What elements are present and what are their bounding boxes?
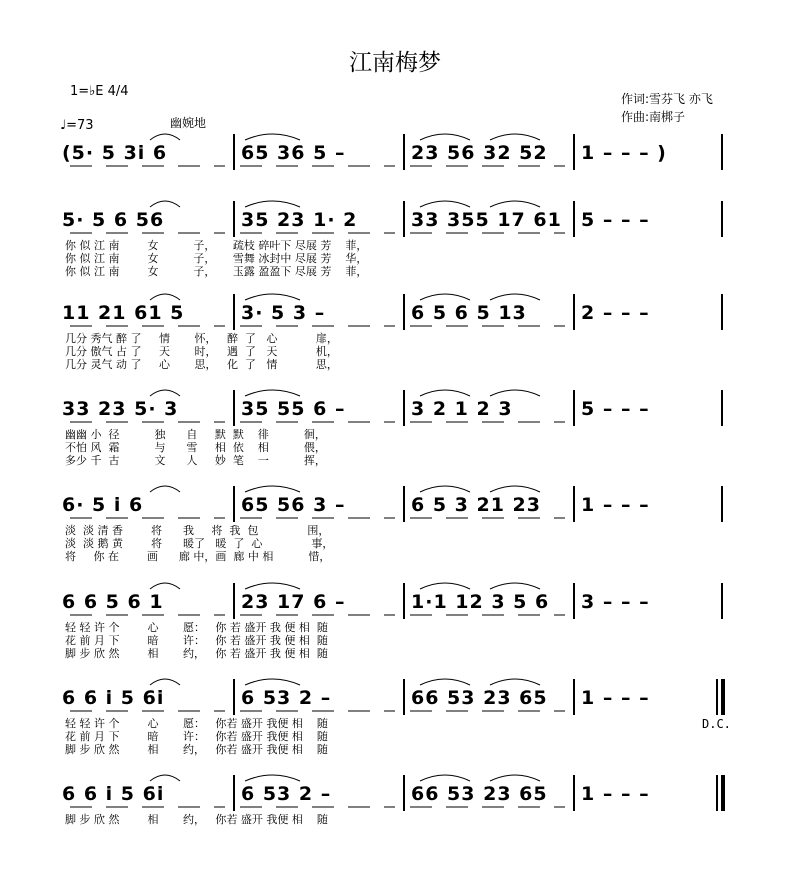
measure-s6-m3: 1·1 12 3 5 6: [411, 591, 550, 613]
slur-arc: [150, 294, 180, 300]
slur-arc: [420, 134, 470, 140]
lyric-line-s6-v1: 轻 轻 许 个 心 愿： 你 若 盛开 我 便 相 随: [65, 621, 328, 634]
lyricist-credit: 作词:雪芬飞 亦飞: [621, 92, 713, 106]
slur-arc: [490, 201, 540, 207]
tempo-marking: ♩=73: [60, 118, 94, 133]
measure-s5-m3: 6 5 3 21 23: [411, 494, 542, 516]
slur-arc: [420, 775, 470, 781]
slur-arc: [150, 679, 180, 685]
lyric-line-s8-v1: 脚 步 欣 然 相 约， 你若 盛开 我便 相 随: [65, 813, 328, 826]
measure-s4-m3: 3 2 1 2 3: [411, 398, 513, 420]
measure-s3-m2: 3· 5 3 –: [241, 302, 326, 324]
slur-arc: [150, 134, 180, 140]
slur-arc: [245, 679, 300, 685]
slur-arc: [490, 775, 540, 781]
lyric-line-s3-v2: 几分 傲气 占 了 天 时， 遇 了 天 机，: [65, 345, 338, 358]
slur-arc: [420, 201, 470, 207]
slur-arc: [245, 390, 300, 396]
measure-s1-m3: 23 56 32 52: [411, 142, 548, 164]
lyric-line-s5-v3: 将 你 在 画 廊 中，画 廊 中 相 惜，: [65, 550, 331, 563]
measure-s5-m1: 6· 5 i 6: [62, 494, 144, 516]
measure-s7-m3: 66 53 23 65: [411, 687, 548, 709]
slur-arc: [420, 583, 470, 589]
measure-s3-m1: 11 21 61 5: [62, 302, 185, 324]
slur-arc: [420, 390, 470, 396]
slur-arc: [490, 390, 540, 396]
lyric-line-s4-v2: 不怕 风 霜 与 雪 相 依 相 偎，: [65, 441, 326, 454]
measure-s6-m1: 6 6 5 6 1: [62, 591, 164, 613]
measure-s8-m2: 6 53 2 –: [241, 783, 332, 805]
measure-s2-m1: 5· 5 6 56: [62, 209, 165, 231]
measure-s3-m3: 6 5 6 5 13: [411, 302, 527, 324]
measure-s2-m4: 5 – – –: [581, 209, 650, 231]
slur-arc: [490, 134, 540, 140]
slur-arc: [490, 294, 540, 300]
lyric-line-s7-v1: 轻 轻 许 个 心 愿： 你若 盛开 我便 相 随: [65, 717, 328, 730]
lyric-line-s6-v3: 脚 步 欣 然 相 约， 你 若 盛开 我 便 相 随: [65, 647, 328, 660]
lyric-line-s7-v2: 花 前 月 下 暗 许： 你若 盛开 我便 相 随: [65, 730, 328, 743]
slur-arc: [245, 134, 300, 140]
lyric-line-s3-v1: 几分 秀气 醉 了 情 怀， 醉 了 心 扉，: [65, 332, 338, 345]
slur-arc: [150, 775, 180, 781]
expression-marking: 幽婉地: [170, 116, 207, 130]
measure-s6-m4: 3 – – –: [581, 591, 650, 613]
slur-arc: [420, 294, 470, 300]
lyric-line-s2-v3: 你 似 江 南 女 子， 玉露 盈盈下 尽展 芳 菲，: [65, 265, 368, 278]
composer-credit: 作曲:南梆子: [621, 110, 686, 124]
measure-s5-m4: 1 – – –: [581, 494, 650, 516]
lyric-line-s2-v2: 你 似 江 南 女 子， 雪舞 冰封中 尽展 芳 华，: [65, 252, 368, 265]
slur-arc: [490, 679, 540, 685]
slur-arc: [490, 486, 540, 492]
lyric-line-s6-v2: 花 前 月 下 暗 许： 你 若 盛开 我 便 相 随: [65, 634, 328, 647]
lyric-line-s2-v1: 你 似 江 南 女 子， 疏枝 碎叶下 尽展 芳 菲，: [65, 239, 368, 252]
measure-s2-m2: 35 23 1· 2: [241, 209, 358, 231]
lyric-line-s7-v3: 脚 步 欣 然 相 约， 你若 盛开 我便 相 随: [65, 743, 328, 756]
lyric-line-s5-v1: 淡 淡 清 香 将 我 将 我 包 围，: [65, 524, 330, 537]
slur-arc: [150, 583, 180, 589]
slur-arc: [150, 201, 180, 207]
measure-s7-m4: 1 – – –: [581, 687, 650, 709]
slur-arc: [245, 583, 300, 589]
measure-s1-m4: 1 – – – ): [581, 142, 667, 164]
slur-arc: [420, 679, 470, 685]
dc-marking: D.C.: [702, 717, 731, 731]
measure-s7-m2: 6 53 2 –: [241, 687, 332, 709]
measure-s4-m1: 33 23 5· 3: [62, 398, 179, 420]
measure-s4-m4: 5 – – –: [581, 398, 650, 420]
lyric-line-s5-v2: 淡 淡 鹅 黄 将 暖了 暖 了 心 事，: [65, 537, 334, 550]
measure-s8-m4: 1 – – –: [581, 783, 650, 805]
measure-s3-m4: 2 – – –: [581, 302, 650, 324]
measure-s6-m2: 23 17 6 –: [241, 591, 346, 613]
key-signature: 1=♭E 4/4: [70, 84, 129, 99]
slur-arc: [245, 294, 300, 300]
measure-s1-m2: 65 36 5 –: [241, 142, 346, 164]
measure-s8-m1: 6 6 i 5 6i: [62, 783, 165, 805]
lyric-line-s4-v1: 幽幽 小 径 独 自 默 默 徘 徊，: [65, 428, 326, 441]
slur-arc: [245, 201, 300, 207]
measure-s2-m3: 33 355 17 61: [411, 209, 562, 231]
measure-s1-m1: (5· 5 3i 6: [62, 142, 168, 164]
measure-s8-m3: 66 53 23 65: [411, 783, 548, 805]
page-title: 江南梅梦: [349, 50, 441, 76]
measure-s7-m1: 6 6 i 5 6i: [62, 687, 165, 709]
measure-s4-m2: 35 55 6 –: [241, 398, 346, 420]
slur-arc: [150, 390, 180, 396]
slur-arc: [420, 486, 470, 492]
slur-arc: [245, 486, 300, 492]
slur-arc: [245, 775, 300, 781]
slur-arc: [150, 486, 180, 492]
lyric-line-s3-v3: 几分 灵气 动 了 心 思， 化 了 情 思，: [65, 358, 338, 371]
slur-arc: [490, 583, 540, 589]
lyric-line-s4-v3: 多少 千 古 文 人 妙 笔 一 挥，: [65, 454, 326, 467]
measure-s5-m2: 65 56 3 –: [241, 494, 346, 516]
